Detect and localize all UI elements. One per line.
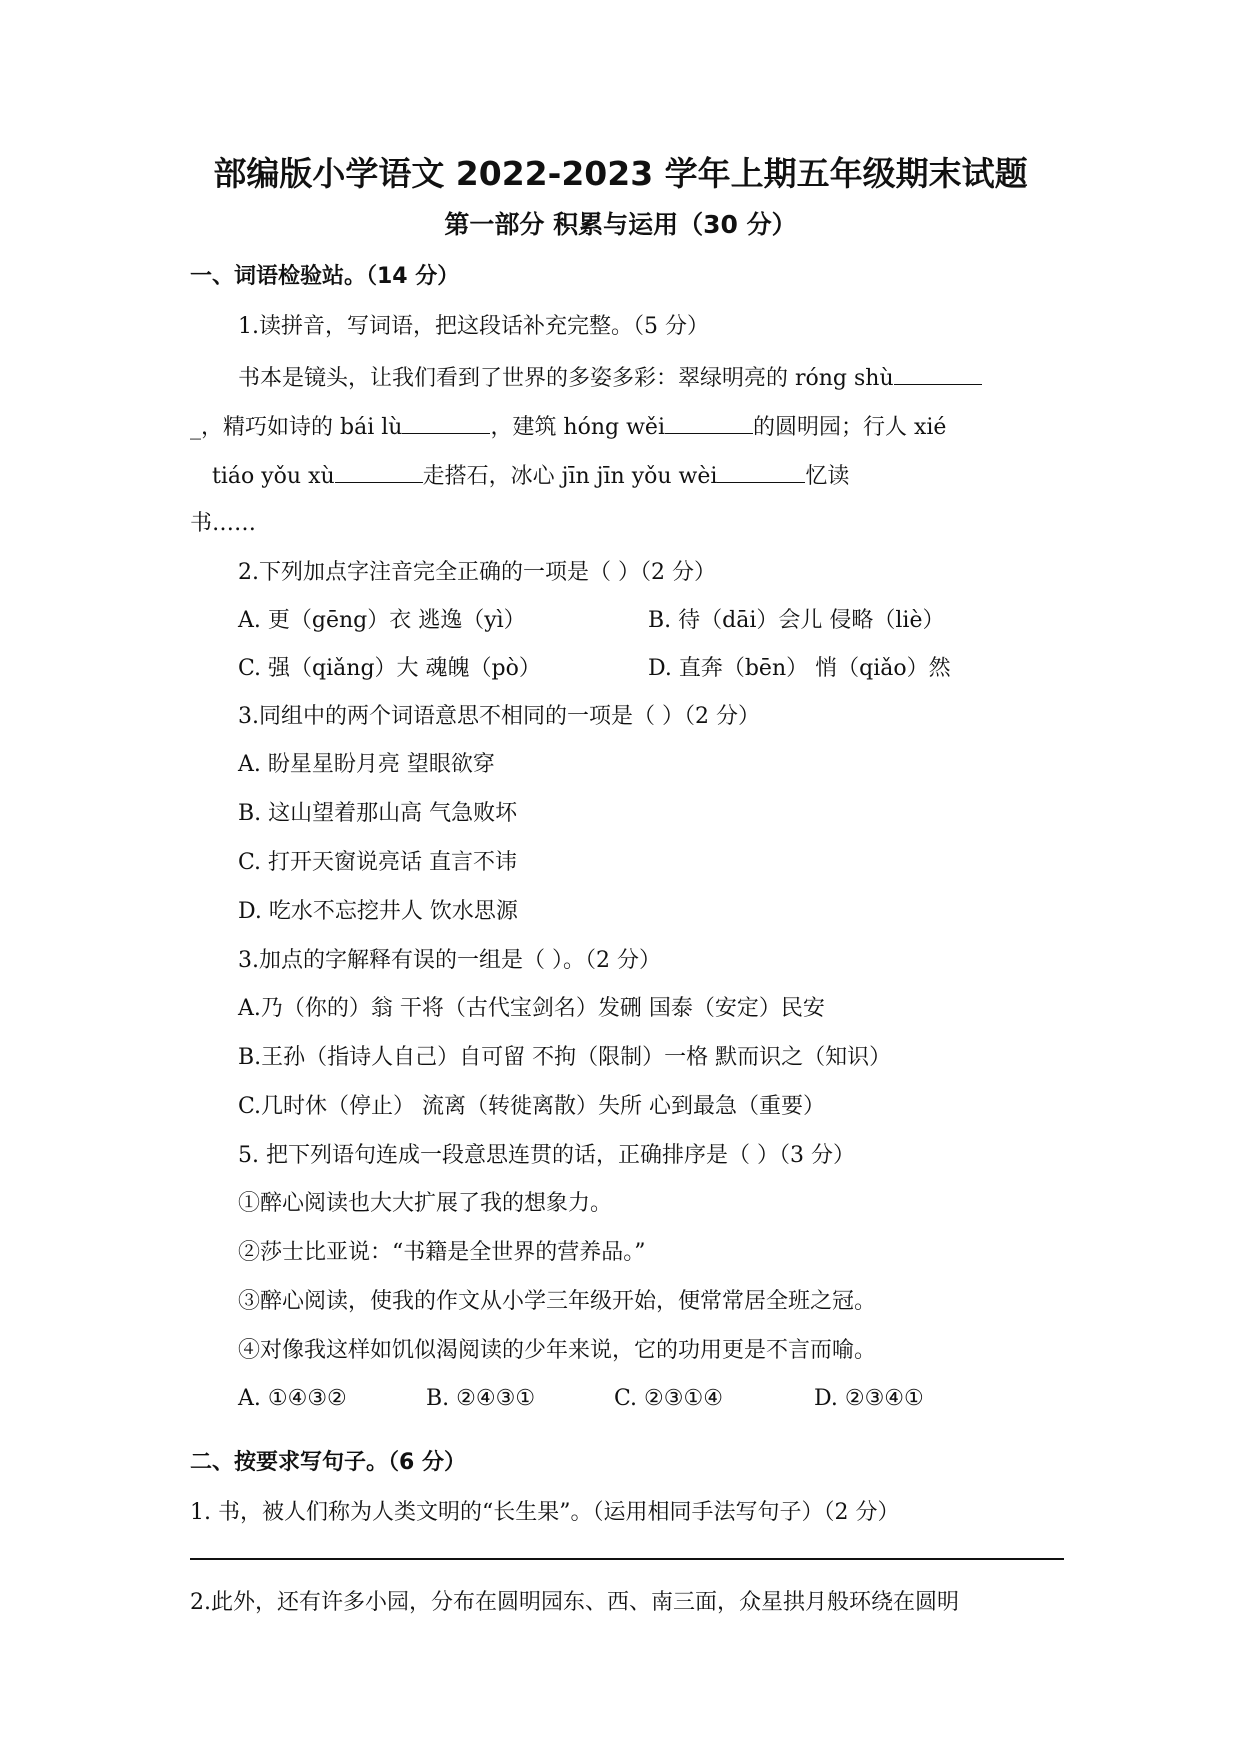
q2-option-c: C. 强（qiǎng）大 魂魄（pò） [238,656,541,681]
q5-sentence-4: ④对像我这样如饥似渴阅读的少年来说，它的功用更是不言而喻。 [238,1338,877,1363]
q4-prompt: 3.加点的字解释有误的一组是（ ）。（2 分） [238,948,661,973]
answer-blank[interactable] [717,460,805,483]
q2-option-d: D. 直奔（bēn） 悄（qiǎo）然 [648,656,951,681]
exam-subtitle: 第一部分 积累与运用（30 分） [444,210,797,239]
q1-passage-text: tiáo yǒu xù [212,464,335,489]
q1-passage-line3 [212,460,849,492]
exam-title: 部编版小学语文 2022-2023 学年上期五年级期末试题 [213,154,1028,193]
s2-q1-prompt: 1. 书，被人们称为人类文明的“长生果”。（运用相同手法写句子）（2 分） [190,1500,900,1525]
answer-blank[interactable] [665,411,753,434]
answer-blank[interactable] [335,460,423,483]
q1-passage-line1 [238,362,982,394]
q1-passage-text: _，精巧如诗的 bái lù [190,415,403,440]
q5-sentence-2: ②莎士比亚说：“书籍是全世界的营养品。” [238,1240,646,1265]
q2-option-a: A. 更（gēng）衣 逃逸（yì） [238,608,526,633]
answer-line[interactable] [190,1558,1064,1560]
q1-passage-text: 书本是镜头，让我们看到了世界的多姿多彩：翠绿明亮的 róng shù [238,366,894,391]
q5-option-c: C. ②③①④ [614,1386,723,1411]
q1-passage-text: 走搭石，冰心 jīn jīn yǒu wèi [422,464,718,489]
q3-option-b: B. 这山望着那山高 气急败坏 [238,801,518,826]
q1-passage-text: 的圆明园；行人 xié [752,415,947,440]
answer-blank[interactable] [894,362,982,385]
q5-option-a: A. ①④③② [238,1386,347,1411]
q5-prompt: 5. 把下列语句连成一段意思连贯的话，正确排序是（ ）（3 分） [238,1143,855,1168]
q5-sentence-1: ①醉心阅读也大大扩展了我的想象力。 [238,1191,613,1216]
q2-option-b: B. 待（dāi）会儿 侵略（liè） [648,608,945,633]
section2-heading: 二、按要求写句子。（6 分） [190,1450,466,1475]
s2-q2-prompt: 2.此外，还有许多小园，分布在圆明园东、西、南三面，众星拱月般环绕在圆明 [190,1590,959,1615]
q4-option-c: C.几时休（停止） 流离（转徙离散）失所 心到最急（重要） [238,1094,826,1119]
q4-option-a: A.乃（你的）翁 干将（古代宝剑名）发硎 国泰（安定）民安 [238,996,825,1021]
q5-option-b: B. ②④③① [426,1386,536,1411]
q1-passage-line2 [190,411,946,443]
q5-option-d: D. ②③④① [814,1386,924,1411]
q1-prompt: 1.读拼音，写词语，把这段话补充完整。（5 分） [238,314,709,339]
q3-option-c: C. 打开天窗说亮话 直言不讳 [238,850,518,875]
q1-passage-text: 忆读 [805,464,850,489]
q5-sentence-3: ③醉心阅读，使我的作文从小学三年级开始，便常常居全班之冠。 [238,1289,877,1314]
q1-passage-line4: 书…… [190,511,257,536]
q4-option-b: B.王孙（指诗人自己）自可留 不拘（限制）一格 默而识之（知识） [238,1045,892,1070]
q2-prompt: 2.下列加点字注音完全正确的一项是（ ）（2 分） [238,560,716,585]
q3-option-a: A. 盼星星盼月亮 望眼欲穿 [238,752,495,777]
q3-prompt: 3.同组中的两个词语意思不相同的一项是（ ）（2 分） [238,704,760,729]
answer-blank[interactable] [402,411,490,434]
q1-passage-text: ，建筑 hóng wěi [490,415,665,440]
q3-option-d: D. 吃水不忘挖井人 饮水思源 [238,899,518,924]
section1-heading: 一、词语检验站。（14 分） [190,264,460,289]
